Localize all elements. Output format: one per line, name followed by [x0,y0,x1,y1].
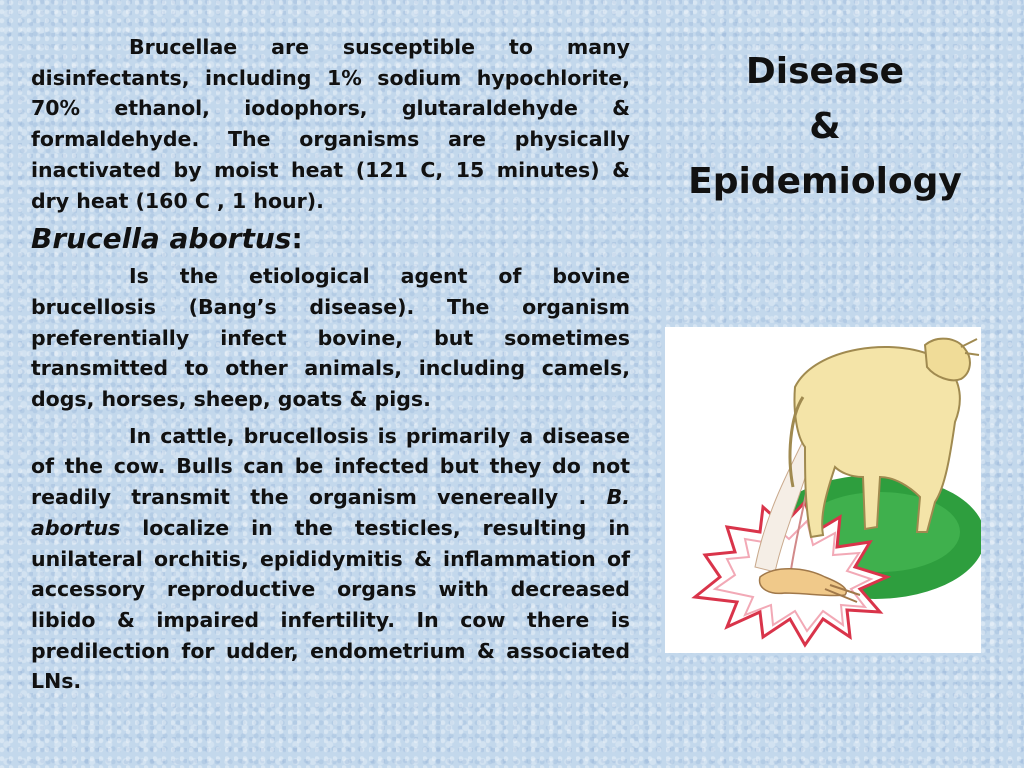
slide-title-line-3: Epidemiology [688,161,962,202]
cattle-paragraph-part1: In cattle, brucellosis is primarily a disease of the cow. Bulls can be infected but they do not readily transmit the organism venereally . [31,423,630,510]
organism-subheading [31,219,630,259]
slide-title-line-2: & [809,106,841,147]
cow-abortion-illustration [665,327,981,653]
body-text-column [31,32,630,697]
intro-paragraph: Brucellae are susceptible to many disinfectants, including 1% sodium hypochlorite, 70% ethanol, iodophors, glutaraldehyde & formaldehyde. The organisms are physically inactivated by moist heat (121 C, 15 minutes) & dry heat (160 C , 1 hour). [31,35,630,213]
cattle-paragraph [31,421,630,697]
cattle-paragraph-part2: localize in the testicles, resulting in unilateral orchitis, epididymitis & inflammation of accessory reproductive organs with decreased libido & impaired infertility. In cow there is predilection for udder, endometrium & associated LNs. [31,515,630,694]
etiology-paragraph: Is the etiological agent of bovine brucellosis (Bang’s disease). The organism preferentially infect bovine, but sometimes transmitted to other animals, including camels, dogs, horses, sheep, goats & pigs. [31,264,630,412]
organism-name: Brucella abortus [31,222,292,256]
slide-title [680,44,970,209]
cow-abortion-drawing [665,327,981,653]
subheading-colon: : [291,222,303,256]
slide-title-line-1: Disease [745,51,905,92]
cattle-paragraph-organism: B. abortus [31,485,630,540]
